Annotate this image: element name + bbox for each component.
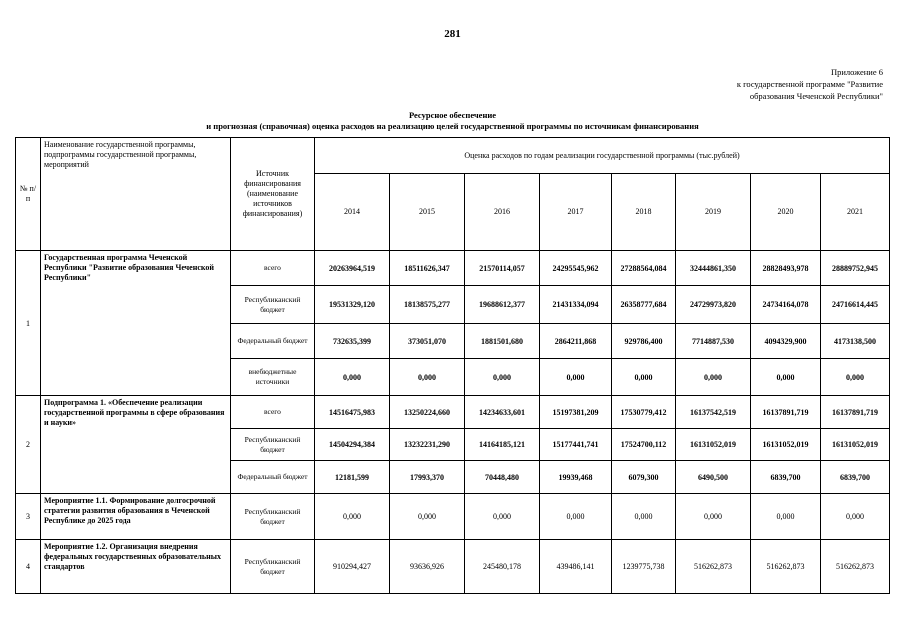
appendix-line: к государственной программе "Развитие [736, 79, 883, 89]
amount-cell: 1881501,680 [465, 324, 540, 359]
title-line: Ресурсное обеспечение [408, 110, 497, 120]
table-row [16, 396, 890, 429]
funding-source: всего [231, 251, 315, 286]
amount-cell: 0,000 [540, 494, 612, 540]
row-number: 1 [16, 251, 41, 396]
amount-cell: 16137542,519 [676, 396, 751, 429]
header-source: Источник финансирования (наименование источников финансирования) [231, 138, 315, 251]
amount-cell: 0,000 [390, 359, 465, 396]
amount-cell: 732635,399 [315, 324, 390, 359]
amount-cell: 0,000 [676, 494, 751, 540]
amount-cell: 70448,480 [465, 461, 540, 494]
amount-cell: 0,000 [751, 494, 821, 540]
amount-cell: 16137891,719 [751, 396, 821, 429]
funding-source: Республиканский бюджет [231, 286, 315, 324]
funding-source: внебюджетные источники [231, 359, 315, 396]
header-year: 2016 [465, 174, 540, 251]
amount-cell: 17524700,112 [612, 429, 676, 461]
amount-cell: 16131052,019 [821, 429, 890, 461]
amount-cell: 93636,926 [390, 540, 465, 594]
amount-cell: 14516475,983 [315, 396, 390, 429]
amount-cell: 28828493,978 [751, 251, 821, 286]
amount-cell: 245480,178 [465, 540, 540, 594]
amount-cell: 18511626,347 [390, 251, 465, 286]
amount-cell: 0,000 [390, 494, 465, 540]
amount-cell: 16131052,019 [751, 429, 821, 461]
program-name: Мероприятие 1.1. Формирование долгосрочной стратегии развития образования в Чеченской Республике до 2025 года [41, 494, 231, 540]
amount-cell: 24716614,445 [821, 286, 890, 324]
amount-cell: 12181,599 [315, 461, 390, 494]
header-year: 2019 [676, 174, 751, 251]
funding-source: Федеральный бюджет [231, 324, 315, 359]
amount-cell: 18138575,277 [390, 286, 465, 324]
funding-source: всего [231, 396, 315, 429]
table-row [16, 494, 890, 540]
amount-cell: 15197381,209 [540, 396, 612, 429]
row-number: 4 [16, 540, 41, 594]
title-line: и прогнозная (справочная) оценка расходов на реализацию целей государственной программы по источникам финансирования [206, 121, 699, 131]
header-year: 2014 [315, 174, 390, 251]
amount-cell: 14234633,601 [465, 396, 540, 429]
amount-cell: 929786,400 [612, 324, 676, 359]
funding-source: Федеральный бюджет [231, 461, 315, 494]
amount-cell: 6490,500 [676, 461, 751, 494]
amount-cell: 0,000 [465, 494, 540, 540]
program-name: Мероприятие 1.2. Организация внедрения федеральных государственных образовательных стандартов [41, 540, 231, 594]
amount-cell: 26358777,684 [612, 286, 676, 324]
amount-cell: 0,000 [821, 359, 890, 396]
amount-cell: 19688612,377 [465, 286, 540, 324]
program-name: Государственная программа Чеченской Республики "Развитие образования Чеченской Республики" [41, 251, 231, 396]
amount-cell: 15177441,741 [540, 429, 612, 461]
amount-cell: 16137891,719 [821, 396, 890, 429]
amount-cell: 0,000 [612, 359, 676, 396]
amount-cell: 16131052,019 [676, 429, 751, 461]
amount-cell: 516262,873 [751, 540, 821, 594]
table-row [16, 540, 890, 594]
amount-cell: 21431334,094 [540, 286, 612, 324]
row-number: 3 [16, 494, 41, 540]
amount-cell: 1239775,738 [612, 540, 676, 594]
table-row [16, 251, 890, 286]
amount-cell: 0,000 [612, 494, 676, 540]
header-year: 2018 [612, 174, 676, 251]
amount-cell: 0,000 [821, 494, 890, 540]
funding-source: Республиканский бюджет [231, 540, 315, 594]
funding-source: Республиканский бюджет [231, 429, 315, 461]
amount-cell: 4173138,500 [821, 324, 890, 359]
amount-cell: 6079,300 [612, 461, 676, 494]
appendix-note [623, 66, 883, 102]
amount-cell: 516262,873 [676, 540, 751, 594]
appendix-line: образования Чеченской Республики" [749, 91, 883, 101]
header-name: Наименование государственной программы, подпрограммы государственной программы, мероприятий [41, 138, 231, 251]
amount-cell: 27288564,084 [612, 251, 676, 286]
amount-cell: 32444861,350 [676, 251, 751, 286]
header-estimate: Оценка расходов по годам реализации государственной программы (тыс.рублей) [315, 138, 890, 174]
amount-cell: 4094329,900 [751, 324, 821, 359]
funding-source: Республиканский бюджет [231, 494, 315, 540]
amount-cell: 0,000 [315, 359, 390, 396]
amount-cell: 24295545,962 [540, 251, 612, 286]
appendix-line: Приложение 6 [831, 67, 883, 77]
header-num: № п/п [16, 138, 41, 251]
amount-cell: 6839,700 [821, 461, 890, 494]
page-number: 281 [444, 28, 461, 40]
program-name: Подпрограмма 1. «Обеспечение реализации государственной программы в сфере образования и науки» [41, 396, 231, 494]
amount-cell: 19531329,120 [315, 286, 390, 324]
amount-cell: 21570114,057 [465, 251, 540, 286]
header-year: 2015 [390, 174, 465, 251]
amount-cell: 6839,700 [751, 461, 821, 494]
amount-cell: 0,000 [540, 359, 612, 396]
amount-cell: 28889752,945 [821, 251, 890, 286]
amount-cell: 0,000 [315, 494, 390, 540]
amount-cell: 17530779,412 [612, 396, 676, 429]
amount-cell: 20263964,519 [315, 251, 390, 286]
amount-cell: 0,000 [751, 359, 821, 396]
amount-cell: 0,000 [465, 359, 540, 396]
row-number: 2 [16, 396, 41, 494]
amount-cell: 910294,427 [315, 540, 390, 594]
amount-cell: 24729973,820 [676, 286, 751, 324]
amount-cell: 373051,070 [390, 324, 465, 359]
amount-cell: 2864211,868 [540, 324, 612, 359]
amount-cell: 516262,873 [821, 540, 890, 594]
amount-cell: 0,000 [676, 359, 751, 396]
amount-cell: 13250224,660 [390, 396, 465, 429]
amount-cell: 14504294,384 [315, 429, 390, 461]
amount-cell: 24734164,078 [751, 286, 821, 324]
amount-cell: 17993,370 [390, 461, 465, 494]
header-year: 2020 [751, 174, 821, 251]
amount-cell: 13232231,290 [390, 429, 465, 461]
header-row [16, 138, 890, 174]
amount-cell: 19939,468 [540, 461, 612, 494]
amount-cell: 14164185,121 [465, 429, 540, 461]
header-year: 2021 [821, 174, 890, 251]
document-title [0, 110, 905, 132]
amount-cell: 7714887,530 [676, 324, 751, 359]
amount-cell: 439486,141 [540, 540, 612, 594]
header-year: 2017 [540, 174, 612, 251]
financing-table [15, 137, 890, 594]
